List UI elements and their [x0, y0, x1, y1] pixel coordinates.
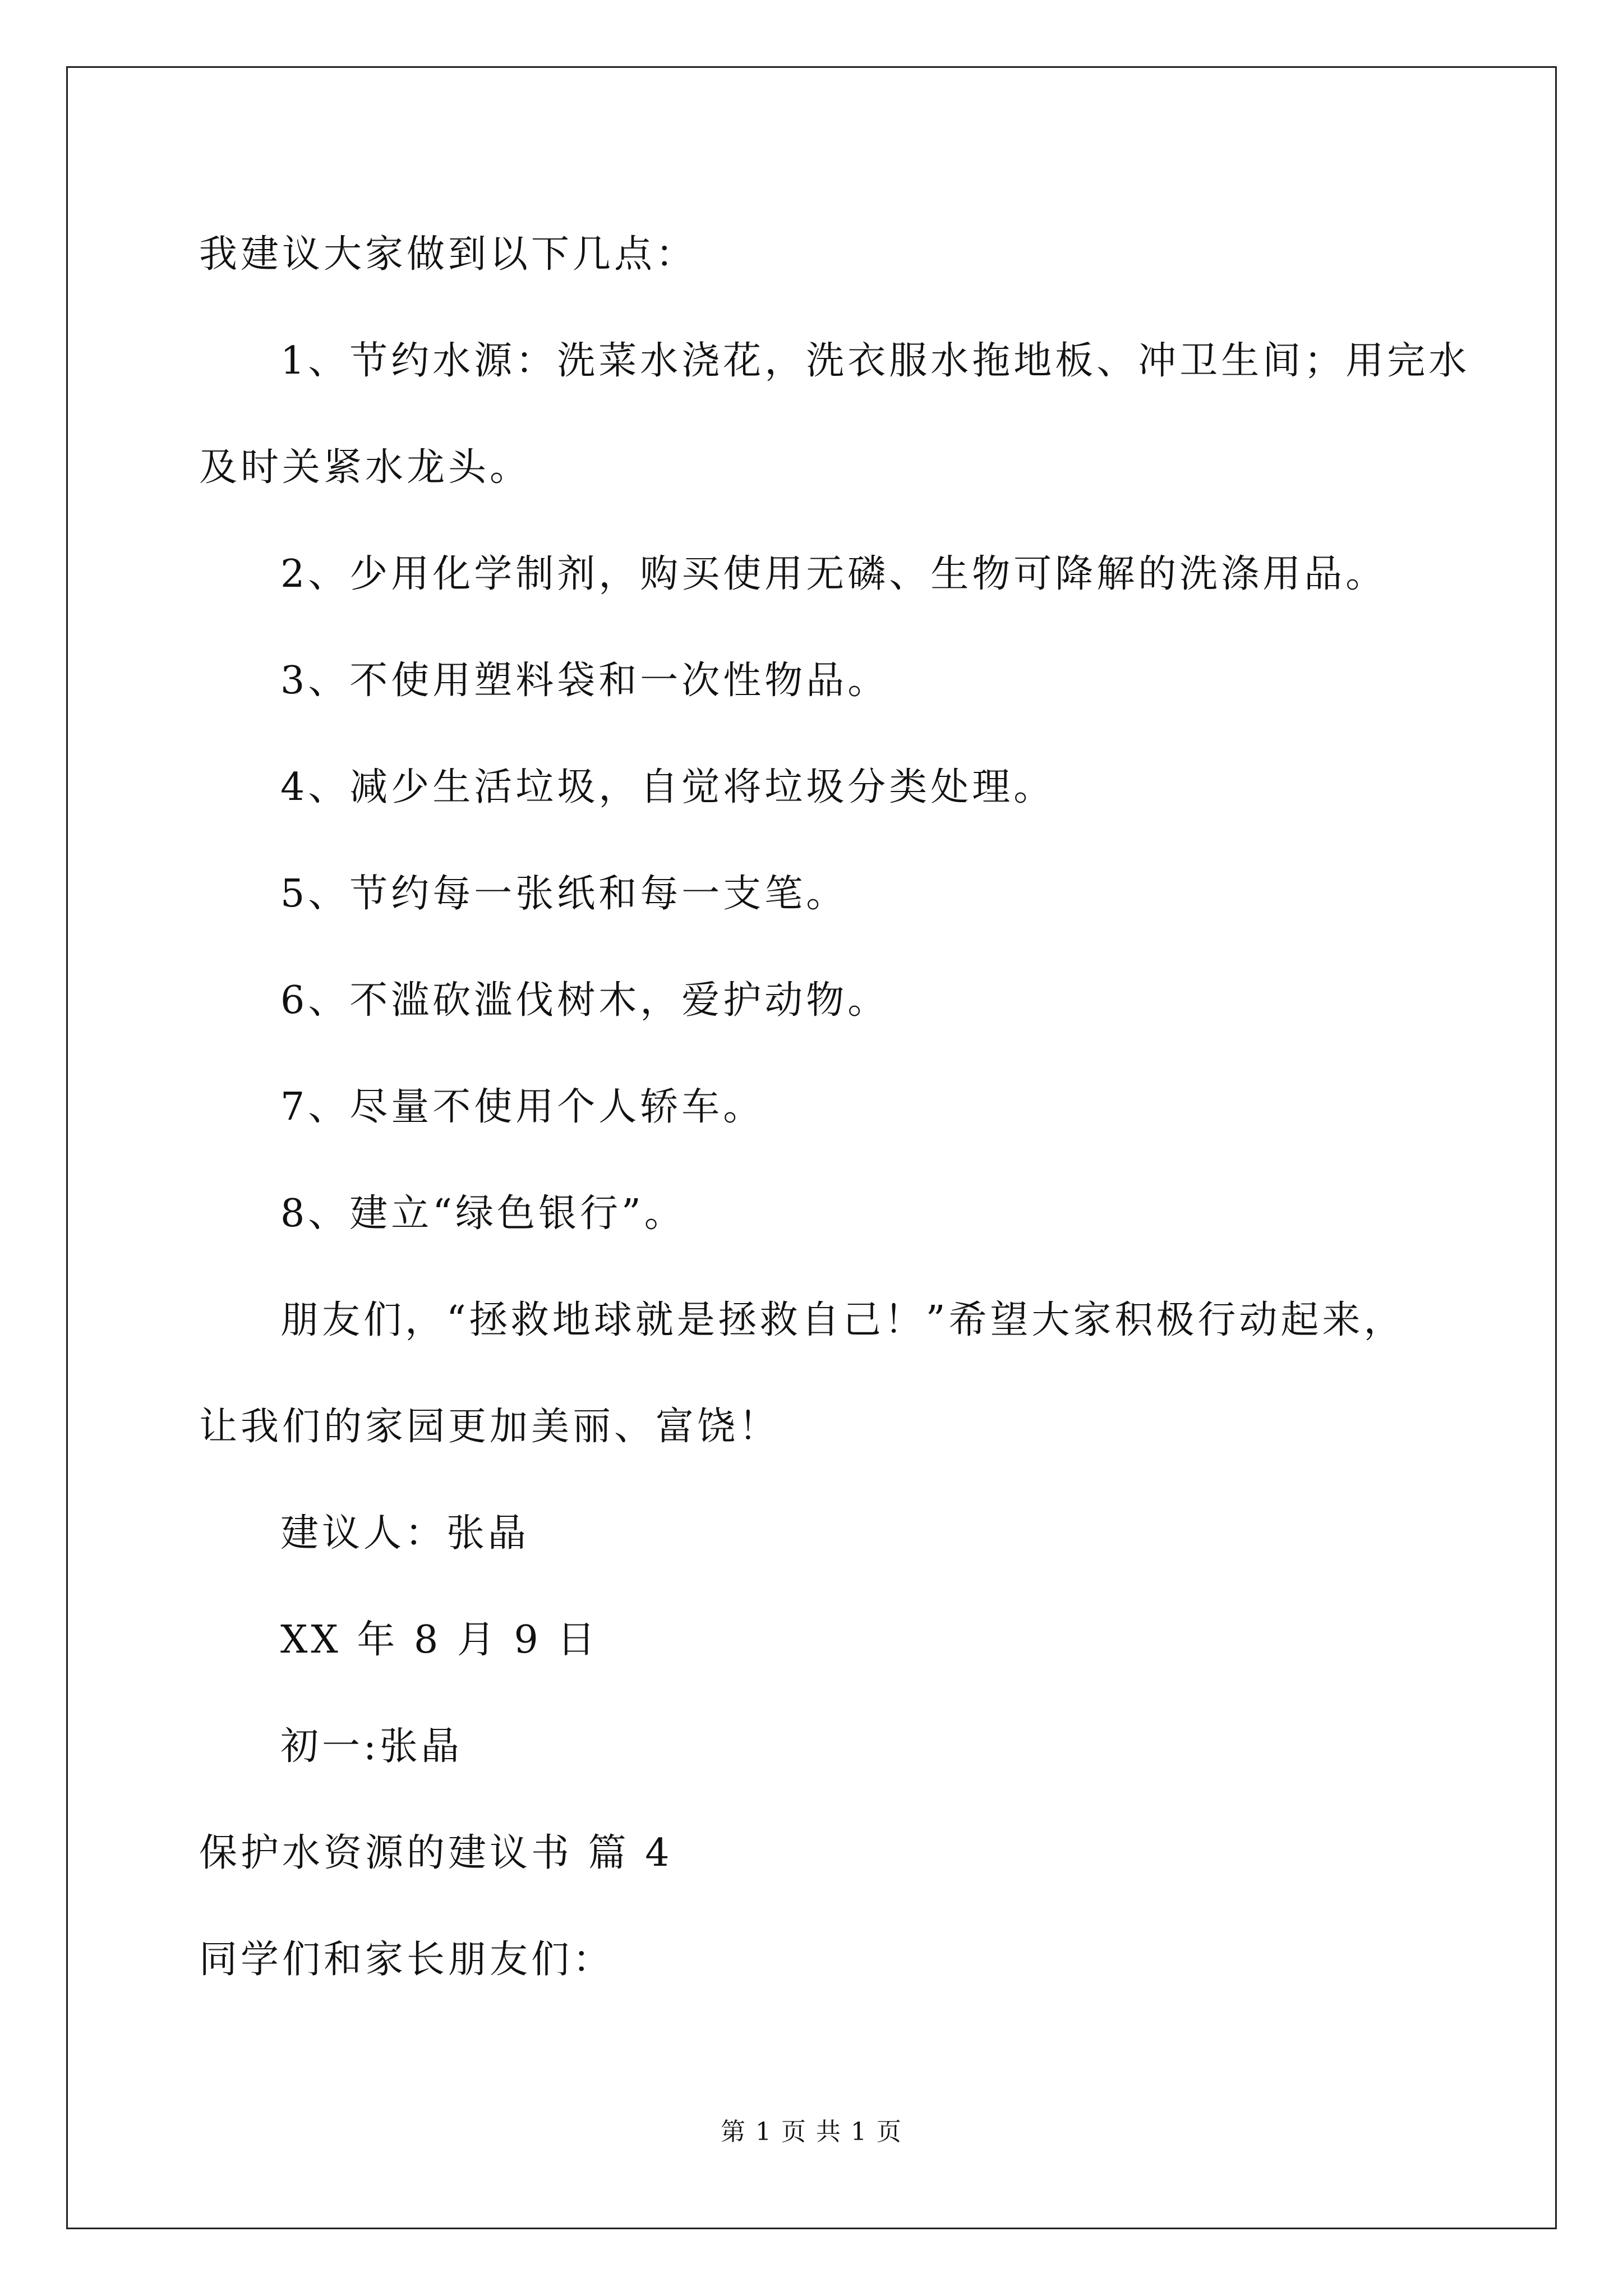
paragraph-item-3: 3、不使用塑料袋和一次性物品。: [280, 659, 889, 703]
paragraph-item-4: 4、减少生活垃圾，自觉将垃圾分类处理。: [280, 765, 1055, 809]
paragraph-item-1-continued: 及时关紧水龙头。: [199, 445, 532, 490]
signature-proposer: 建议人：张晶: [280, 1511, 530, 1556]
page-footer: 第 1 页 共 1 页: [721, 2118, 902, 2146]
signature-class: 初一:张晶: [280, 1724, 463, 1769]
signature-date: XX 年 8 月 9 日: [280, 1618, 599, 1662]
salutation: 同学们和家长朋友们：: [199, 1938, 615, 1982]
paragraph-call-to-action-continued: 让我们的家园更加美丽、富饶！: [199, 1405, 781, 1449]
section-heading: 保护水资源的建议书 篇 4: [199, 1831, 673, 1875]
paragraph-item-6: 6、不滥砍滥伐树木，爱护动物。: [280, 978, 889, 1023]
paragraph-item-2: 2、少用化学制剂，购买使用无磷、生物可降解的洗涤用品。: [280, 552, 1387, 596]
paragraph-item-7: 7、尽量不使用个人轿车。: [280, 1085, 765, 1129]
paragraph-item-5: 5、节约每一张纸和每一支笔。: [280, 872, 848, 916]
paragraph-item-8: 8、建立“绿色银行”。: [280, 1191, 686, 1236]
paragraph-call-to-action: 朋友们，“拯救地球就是拯救自己！”希望大家积极行动起来，: [280, 1298, 1405, 1342]
page-border: [66, 66, 1557, 2229]
paragraph-intro: 我建议大家做到以下几点：: [199, 232, 698, 277]
paragraph-item-1: 1、节约水源：洗菜水浇花，洗衣服水拖地板、冲卫生间；用完水: [280, 339, 1470, 383]
